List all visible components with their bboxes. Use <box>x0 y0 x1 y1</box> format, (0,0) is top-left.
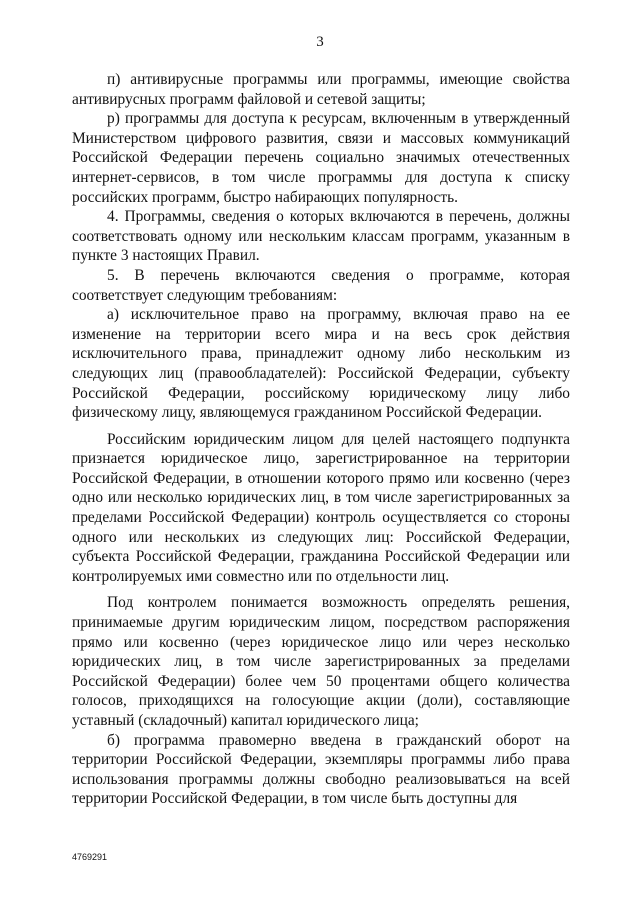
paragraph-4-program-classes: 4. Программы, сведения о которых включаются в перечень, должны соответствовать одному или нескольким классам программ, указанным в пункте 3 настоящих Правил. <box>72 208 570 265</box>
page-number: 3 <box>316 34 324 50</box>
document-code: 4769291 <box>72 852 108 862</box>
paragraph-b-civil-circulation: б) программа правомерно введена в гражданский оборот на территории Российской Федерации, экземпляры программы либо права использования программы должны свободно реализовываться на всей территории Российской Федерации, в том числе быть доступны для <box>72 731 570 808</box>
paragraph-p-antivirus: п) антивирусные программы или программы, имеющие свойства антивирусных программ файловой и сетевой защиты; <box>72 71 570 108</box>
paragraph-control-definition: Под контролем понимается возможность определять решения, принимаемые другим юридическим лицом, посредством распоряжения прямо или косвенно (через юридическое лицо или через несколько юридических лиц, в том числе зарегистрированных за пределами Российской Федерации) более чем 50 процентами общего количества голосов, приходящихся на голосующие акции (доли), составляющие уставный (складочный) капитал юридического лица; <box>72 594 570 729</box>
paragraph-russian-legal-entity: Российским юридическим лицом для целей настоящего подпункта признается юридическое лицо, зарегистрированное на территории Российской Федерации, в отношении которого прямо или косвенно (через одно или несколько юридических лиц, в том числе зарегистрированных за пределами Российской Федерации) контроль осуществляется со стороны одного или нескольких из следующих лиц: Российской Федерации, субъекта Российской Федерации, гражданина Российской Федерации или контролируемых ими совместно или по отдельности лиц. <box>72 430 570 585</box>
paragraph-5-requirements: 5. В перечень включаются сведения о программе, которая соответствует следующим требованиям: <box>72 266 570 304</box>
document-body <box>72 70 570 809</box>
paragraph-r-resource-access: р) программы для доступа к ресурсам, включенным в утвержденный Министерством цифрового развития, связи и массовых коммуникаций Российской Федерации перечень социально значимых отечественных интернет-сервисов, в том числе программы для доступа к списку российских программ, быстро набирающих популярность. <box>72 110 570 206</box>
paragraph-a-exclusive-right: а) исключительное право на программу, включая право на ее изменение на территории всего мира и на весь срок действия исключительного права, принадлежит одному либо нескольким из следующих лиц (правообладателей): Российской Федерации, субъекту Российской Федерации, российскому юридическому лицу либо физическому лицу, являющемуся гражданином Российской Федерации. <box>72 306 570 422</box>
